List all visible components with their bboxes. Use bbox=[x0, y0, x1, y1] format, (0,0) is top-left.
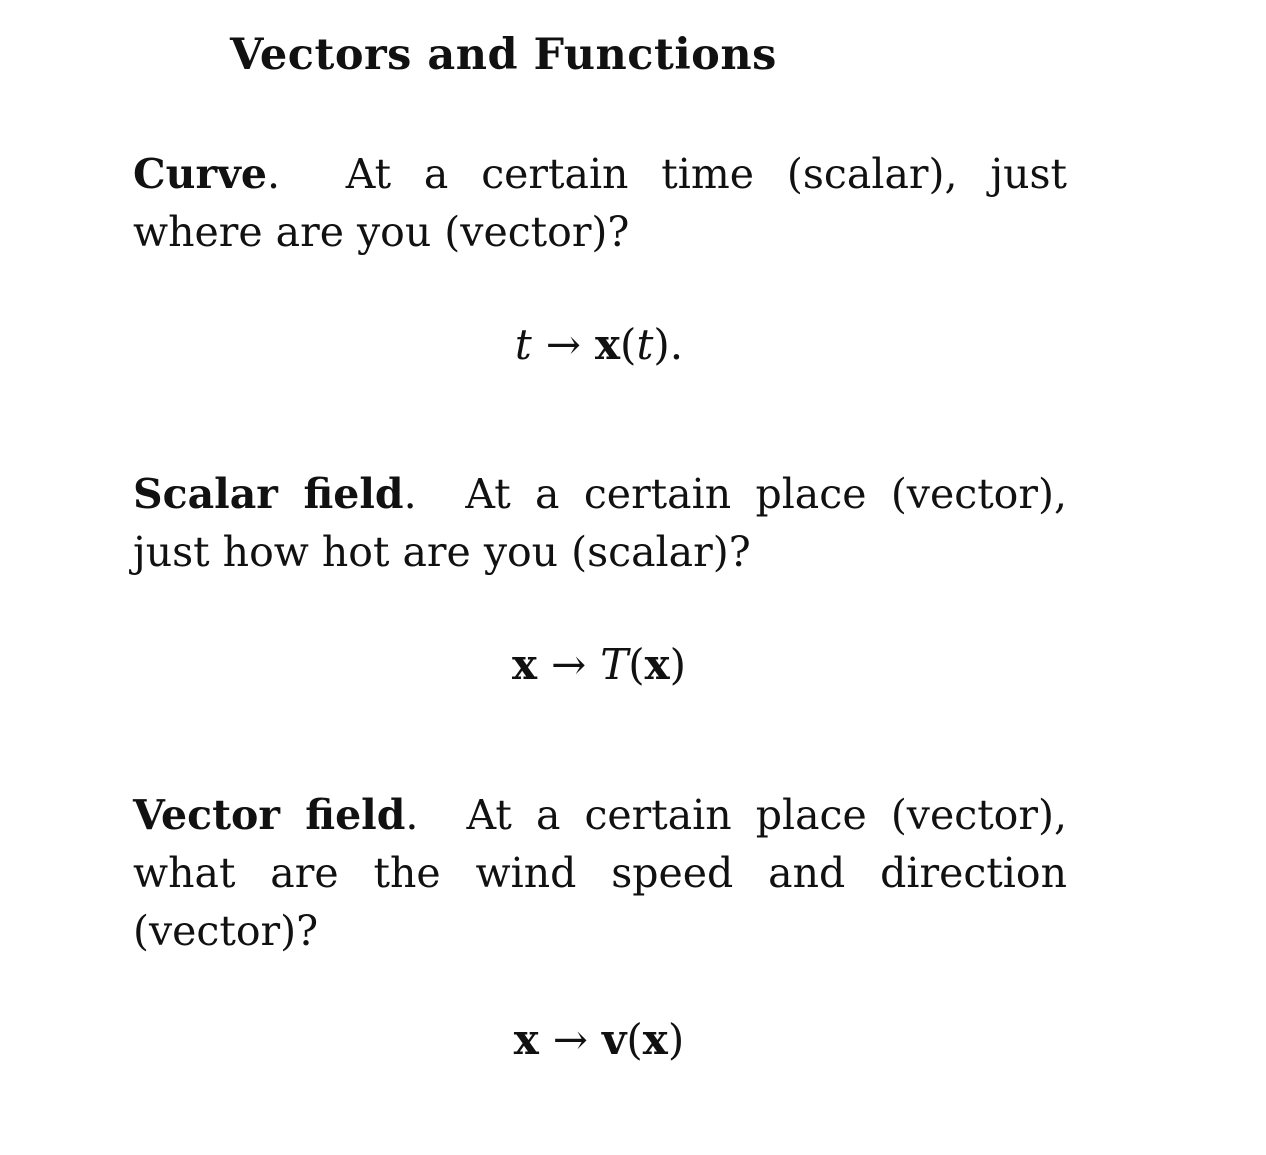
scalar-field-paragraph bbox=[133, 465, 1067, 581]
page-title: Vectors and Functions bbox=[230, 30, 777, 80]
scalar-formula-arrow: → bbox=[551, 640, 587, 689]
vector-formula-arrow: → bbox=[552, 1015, 588, 1064]
scalar-formula-open-paren: ( bbox=[628, 640, 645, 689]
vector-field-formula bbox=[0, 1015, 1198, 1064]
vector-formula-arg: x bbox=[642, 1015, 668, 1064]
vector-field-text: At a certain place (vector), what are the wind speed and direction (vector)? bbox=[133, 791, 1067, 955]
scalar-field-term-punct: . bbox=[403, 470, 417, 518]
curve-formula-close-paren: ). bbox=[653, 320, 684, 369]
curve-formula-arrow: → bbox=[545, 320, 581, 369]
scalar-field-term: Scalar field bbox=[133, 470, 404, 518]
curve-paragraph bbox=[133, 145, 1067, 261]
scalar-formula-arg: x bbox=[644, 640, 670, 689]
curve-formula-rhs-main: x bbox=[595, 320, 621, 369]
curve-formula bbox=[0, 320, 1198, 369]
curve-term: Curve bbox=[133, 150, 267, 198]
scalar-formula-rhs-main: T bbox=[600, 640, 629, 689]
vector-field-paragraph bbox=[133, 786, 1067, 960]
scalar-field-formula bbox=[0, 640, 1198, 689]
vector-formula-open-paren: ( bbox=[626, 1015, 643, 1064]
curve-text: At a certain time (scalar), just where are you (vector)? bbox=[133, 150, 1067, 256]
vector-field-term: Vector field bbox=[133, 791, 406, 839]
vector-formula-rhs-main: v bbox=[602, 1015, 627, 1064]
scalar-formula-lhs: x bbox=[511, 640, 537, 689]
curve-formula-open-paren: ( bbox=[620, 320, 637, 369]
vector-field-term-punct: . bbox=[405, 791, 419, 839]
curve-term-punct: . bbox=[266, 150, 280, 198]
vector-formula-lhs: x bbox=[513, 1015, 539, 1064]
curve-formula-arg: t bbox=[636, 320, 654, 369]
vector-formula-close-paren: ) bbox=[667, 1015, 685, 1064]
scalar-formula-close-paren: ) bbox=[669, 640, 687, 689]
scalar-field-text: At a certain place (vector), just how hot are you (scalar)? bbox=[133, 470, 1067, 576]
curve-formula-lhs: t bbox=[514, 320, 532, 369]
